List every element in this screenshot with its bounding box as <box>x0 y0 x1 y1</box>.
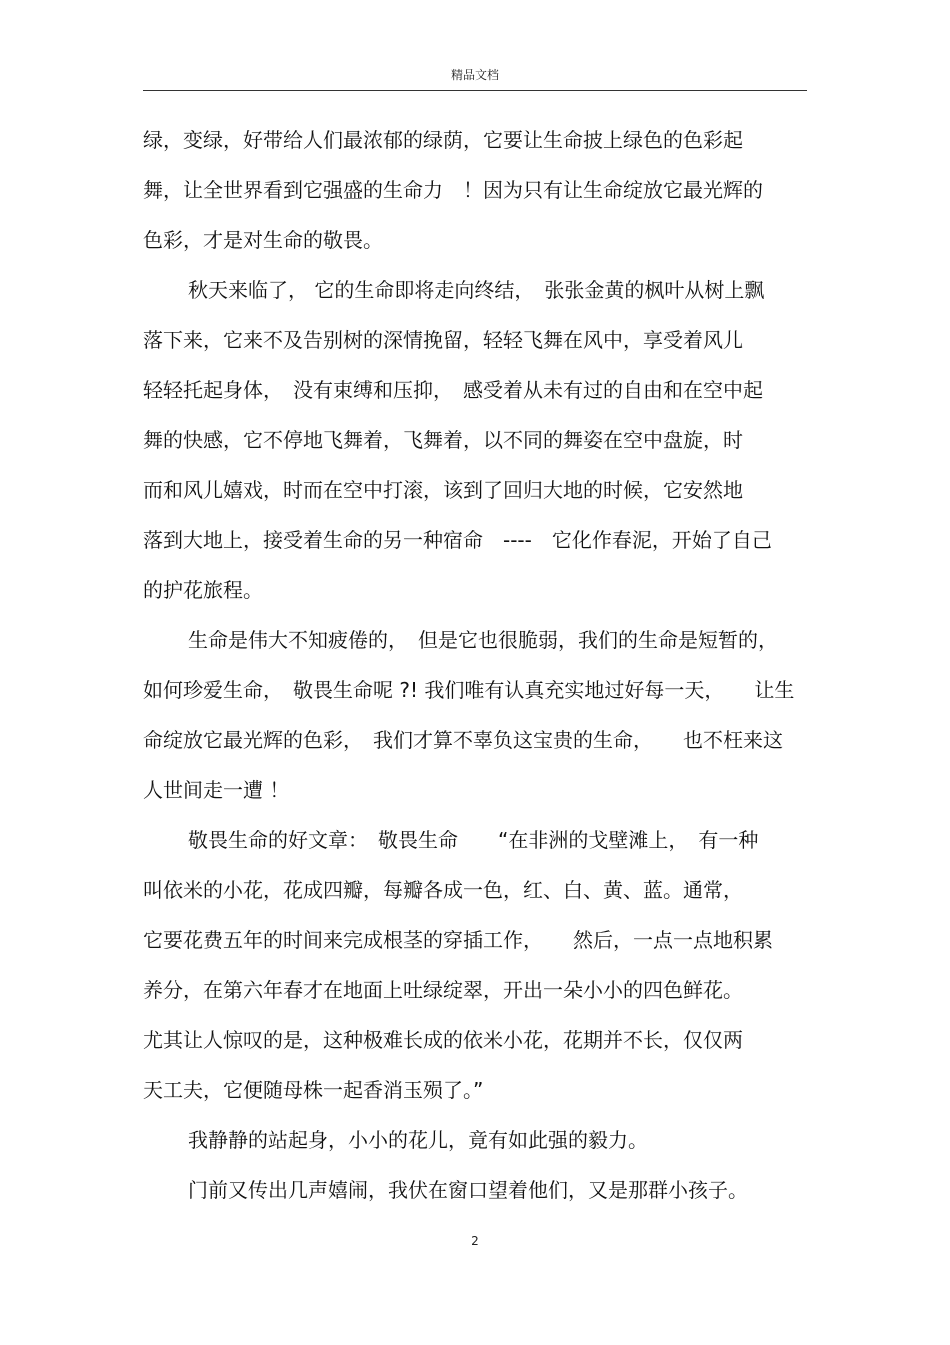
text-line: 生命是伟大不知疲倦的， 但是它也很脆弱，我们的生命是短暂的， <box>188 628 778 652</box>
text-line: 天工夫，它便随母株一起香消玉殒了。” <box>143 1078 484 1102</box>
text-line: 门前又传出几声嬉闹，我伏在窗口望着他们，又是那群小孩子。 <box>188 1178 748 1202</box>
header-rule <box>143 90 807 91</box>
text-line: 轻轻托起身体， 没有束缚和压抑， 感受着从未有过的自由和在空中起 <box>143 378 763 402</box>
text-line: 养分，在第六年春才在地面上吐绿绽翠，开出一朵小小的四色鲜花。 <box>143 978 743 1002</box>
text-line: 尤其让人惊叹的是，这种极难长成的依米小花，花期并不长，仅仅两 <box>143 1028 743 1052</box>
text-line: 叫依米的小花，花成四瓣，每瓣各成一色，红、白、黄、蓝。通常， <box>143 878 743 902</box>
text-line: 我静静的站起身，小小的花儿，竟有如此强的毅力。 <box>188 1128 648 1152</box>
text-line: 色彩，才是对生命的敬畏。 <box>143 228 383 252</box>
text-line: 敬畏生命的好文章： 敬畏生命 “在非洲的戈壁滩上， 有一种 <box>188 828 759 852</box>
text-line: 舞的快感，它不停地飞舞着，飞舞着，以不同的舞姿在空中盘旋，时 <box>143 428 743 452</box>
text-line: 如何珍爱生命， 敬畏生命呢 ?! 我们唯有认真充实地过好每一天， 让生 <box>143 678 795 702</box>
text-line: 命绽放它最光辉的色彩， 我们才算不辜负这宝贵的生命， 也不枉来这 <box>143 728 783 752</box>
text-line: 人世间走一遭 ！ <box>143 778 290 802</box>
text-line: 绿，变绿，好带给人们最浓郁的绿荫，它要让生命披上绿色的色彩起 <box>143 128 743 152</box>
page-number: 2 <box>471 1234 479 1248</box>
text-line: 落到大地上，接受着生命的另一种宿命 ---- 它化作春泥，开始了自己 <box>143 528 772 552</box>
text-line: 落下来，它来不及告别树的深情挽留，轻轻飞舞在风中，享受着风儿 <box>143 328 743 352</box>
text-line: 秋天来临了， 它的生命即将走向终结， 张张金黄的枫叶从树上飘 <box>188 278 765 302</box>
text-line: 而和风儿嬉戏，时而在空中打滚，该到了回归大地的时候，它安然地 <box>143 478 743 502</box>
text-line: 舞，让全世界看到它强盛的生命力 ！因为只有让生命绽放它最光辉的 <box>143 178 763 202</box>
page-header: 精品文档 <box>450 68 499 82</box>
text-line: 它要花费五年的时间来完成根茎的穿插工作， 然后，一点一点地积累 <box>143 928 773 952</box>
text-line: 的护花旅程。 <box>143 578 263 602</box>
